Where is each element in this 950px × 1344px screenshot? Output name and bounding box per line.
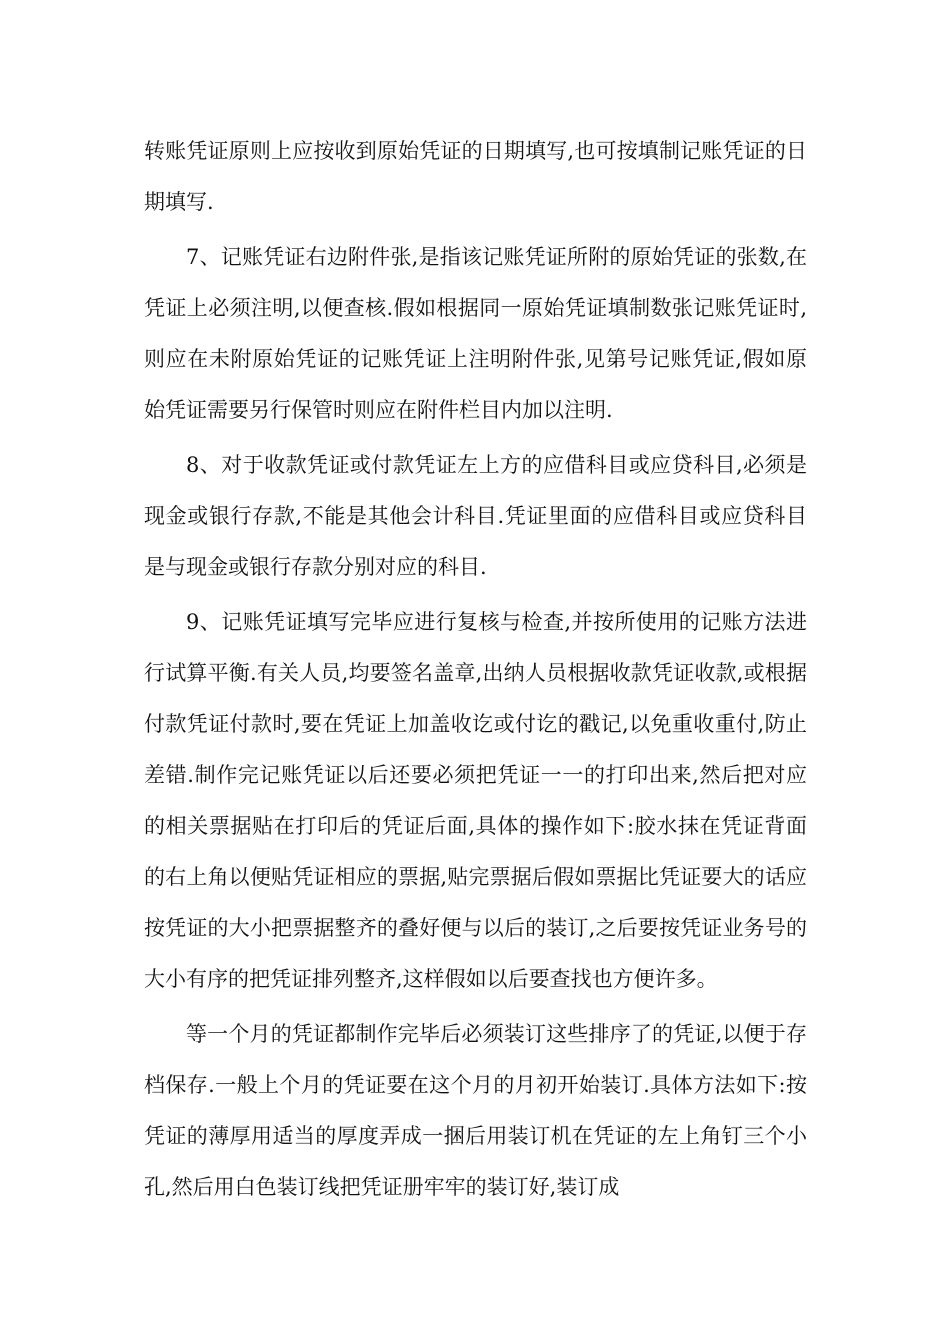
body-text xyxy=(144,126,807,1217)
paragraph-binding: 等一个月的凭证都制作完毕后必须装订这些排序了的凭证,以便于存档保存.一般上个月的凭证要在这个月的月初开始装订.具体方法如下:按凭证的薄厚用适当的厚度弄成一捆后用装订机在凭证的左上角钉三个小孔,然后用白色装订线把凭证册牢牢的装订好,装订成 xyxy=(144,1022,807,1199)
paragraph-item-7: 7、记账凭证右边附件张,是指该记账凭证所附的原始凭证的张数,在凭证上必须注明,以便查核.假如根据同一原始凭证填制数张记账凭证时,则应在未附原始凭证的记账凭证上注明附件张,见第号记账凭证,假如原始凭证需要另行保管时则应在附件栏目内加以注明. xyxy=(144,245,807,422)
paragraph-item-8: 8、对于收款凭证或付款凭证左上方的应借科目或应贷科目,必须是现金或银行存款,不能是其他会计科目.凭证里面的应借科目或应贷科目是与现金或银行存款分别对应的科目. xyxy=(144,453,807,579)
paragraph-item-9: 9、记账凭证填写完毕应进行复核与检查,并按所使用的记账方法进行试算平衡.有关人员,均要签名盖章,出纳人员根据收款凭证收款,或根据付款凭证付款时,要在凭证上加盖收讫或付讫的戳记,以免重收重付,防止差错.制作完记账凭证以后还要必须把凭证一一的打印出来,然后把对应的相关票据贴在打印后的凭证后面,具体的操作如下:胶水抹在凭证背面的右上角以便贴凭证相应的票据,贴完票据后假如票据比凭证要大的话应按凭证的大小把票据整齐的叠好便与以后的装订,之后要按凭证业务号的大小有序的把凭证排列整齐,这样假如以后要查找也方便许多。 xyxy=(144,610,807,991)
paragraph-continuation: 转账凭证原则上应按收到原始凭证的日期填写,也可按填制记账凭证的日期填写. xyxy=(144,139,807,214)
